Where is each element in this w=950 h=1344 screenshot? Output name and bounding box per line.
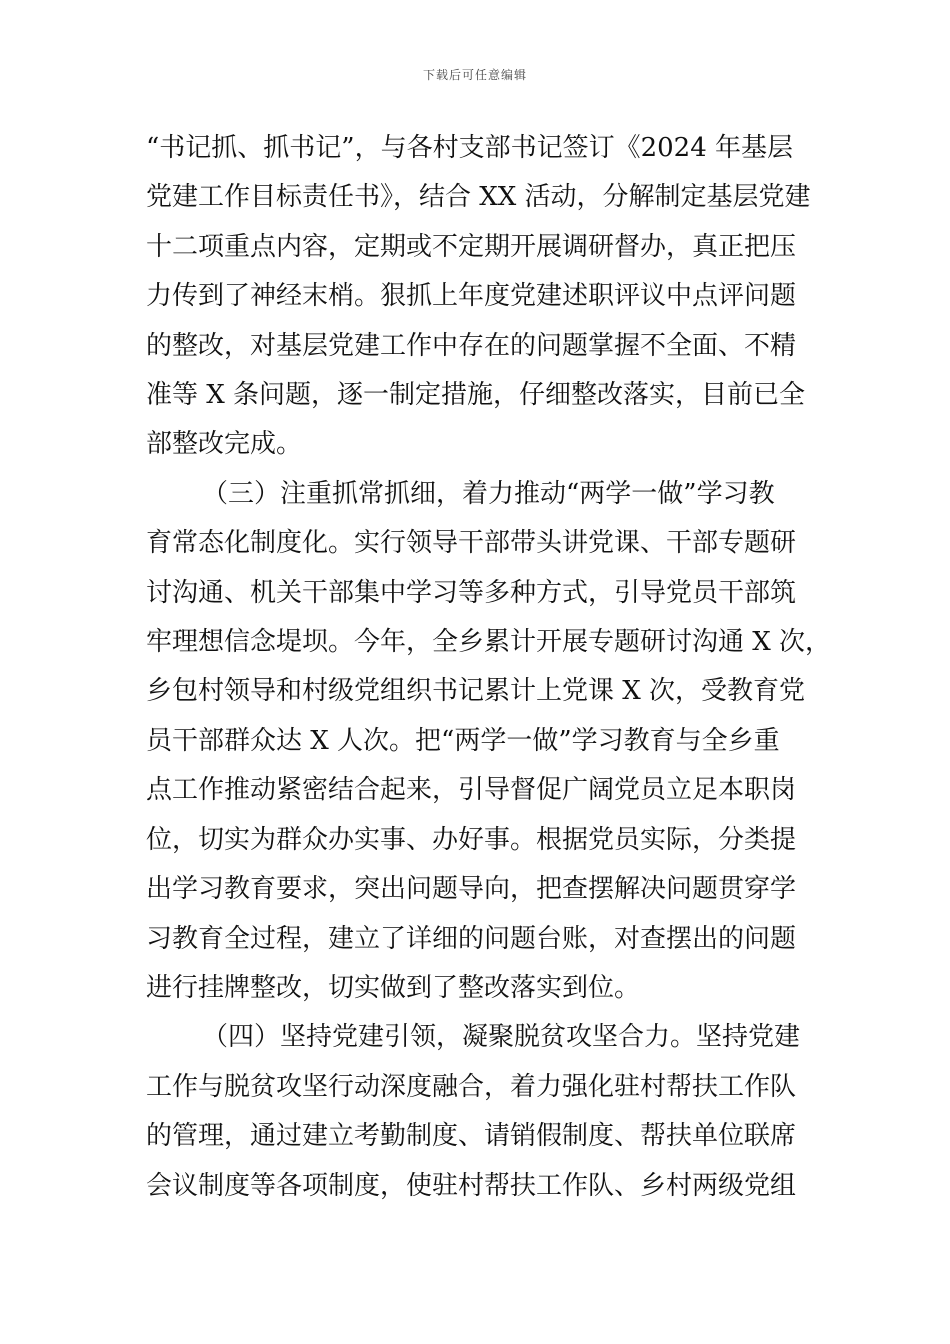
text-line: 员干部群众达 X 人次。把“两学一做”学习教育与全乡重 — [146, 725, 780, 756]
text-line: 位，切实为群众办实事、办好事。根据党员实际，分类提 — [146, 824, 797, 855]
text-line: 会议制度等各项制度，使驻村帮扶工作队、乡村两级党组 — [146, 1170, 797, 1201]
text-line: 准等 X 条问题，逐一制定措施，仔细整改落实，目前已全 — [146, 380, 806, 411]
text-line: 的整改，对基层党建工作中存在的问题掌握不全面、不精 — [146, 330, 797, 361]
document-body — [146, 124, 832, 1211]
text-line: 进行挂牌整改，切实做到了整改落实到位。 — [146, 972, 641, 1003]
text-line: 党建工作目标责任书》，结合 XX 活动，分解制定基层党建 — [146, 182, 811, 213]
text-line: 牢理想信念堤坝。今年，全乡累计开展专题研讨沟通 X 次， — [146, 627, 832, 658]
text-line: 出学习教育要求，突出问题导向，把查摆解决问题贯穿学 — [146, 874, 797, 905]
text-line: 工作与脱贫攻坚行动深度融合，着力强化驻村帮扶工作队 — [146, 1071, 797, 1102]
text-line: 育常态化制度化。实行领导干部带头讲党课、干部专题研 — [146, 528, 797, 559]
text-line: （三）注重抓常抓细，着力推动“两学一做”学习教 — [202, 478, 775, 509]
text-line: 点工作推动紧密结合起来，引导督促广阔党员立足本职岗 — [146, 775, 797, 806]
text-line: 乡包村领导和村级党组织书记累计上党课 X 次，受教育党 — [146, 676, 806, 707]
page-header-note: 下载后可任意编辑 — [422, 68, 527, 82]
text-line: “书记抓、抓书记”，与各村支部书记签订《2024 年基层 — [146, 133, 794, 163]
text-line: （四）坚持党建引领，凝聚脱贫攻坚合力。坚持党建 — [202, 1022, 801, 1053]
text-line: 习教育全过程，建立了详细的问题台账，对查摆出的问题 — [146, 923, 797, 954]
text-line: 部整改完成。 — [146, 429, 303, 460]
text-line: 十二项重点内容，定期或不定期开展调研督办，真正把压 — [146, 231, 797, 262]
paragraph-section-three — [146, 470, 832, 1013]
paragraph-section-four — [146, 1013, 808, 1211]
text-line: 的管理，通过建立考勤制度、请销假制度、帮扶单位联席 — [146, 1121, 797, 1152]
text-line: 力传到了神经末梢。狠抓上年度党建述职评议中点评问题 — [146, 281, 797, 312]
paragraph-continuation — [146, 124, 811, 470]
text-line: 讨沟通、机关干部集中学习等多种方式，引导党员干部筑 — [146, 577, 797, 608]
